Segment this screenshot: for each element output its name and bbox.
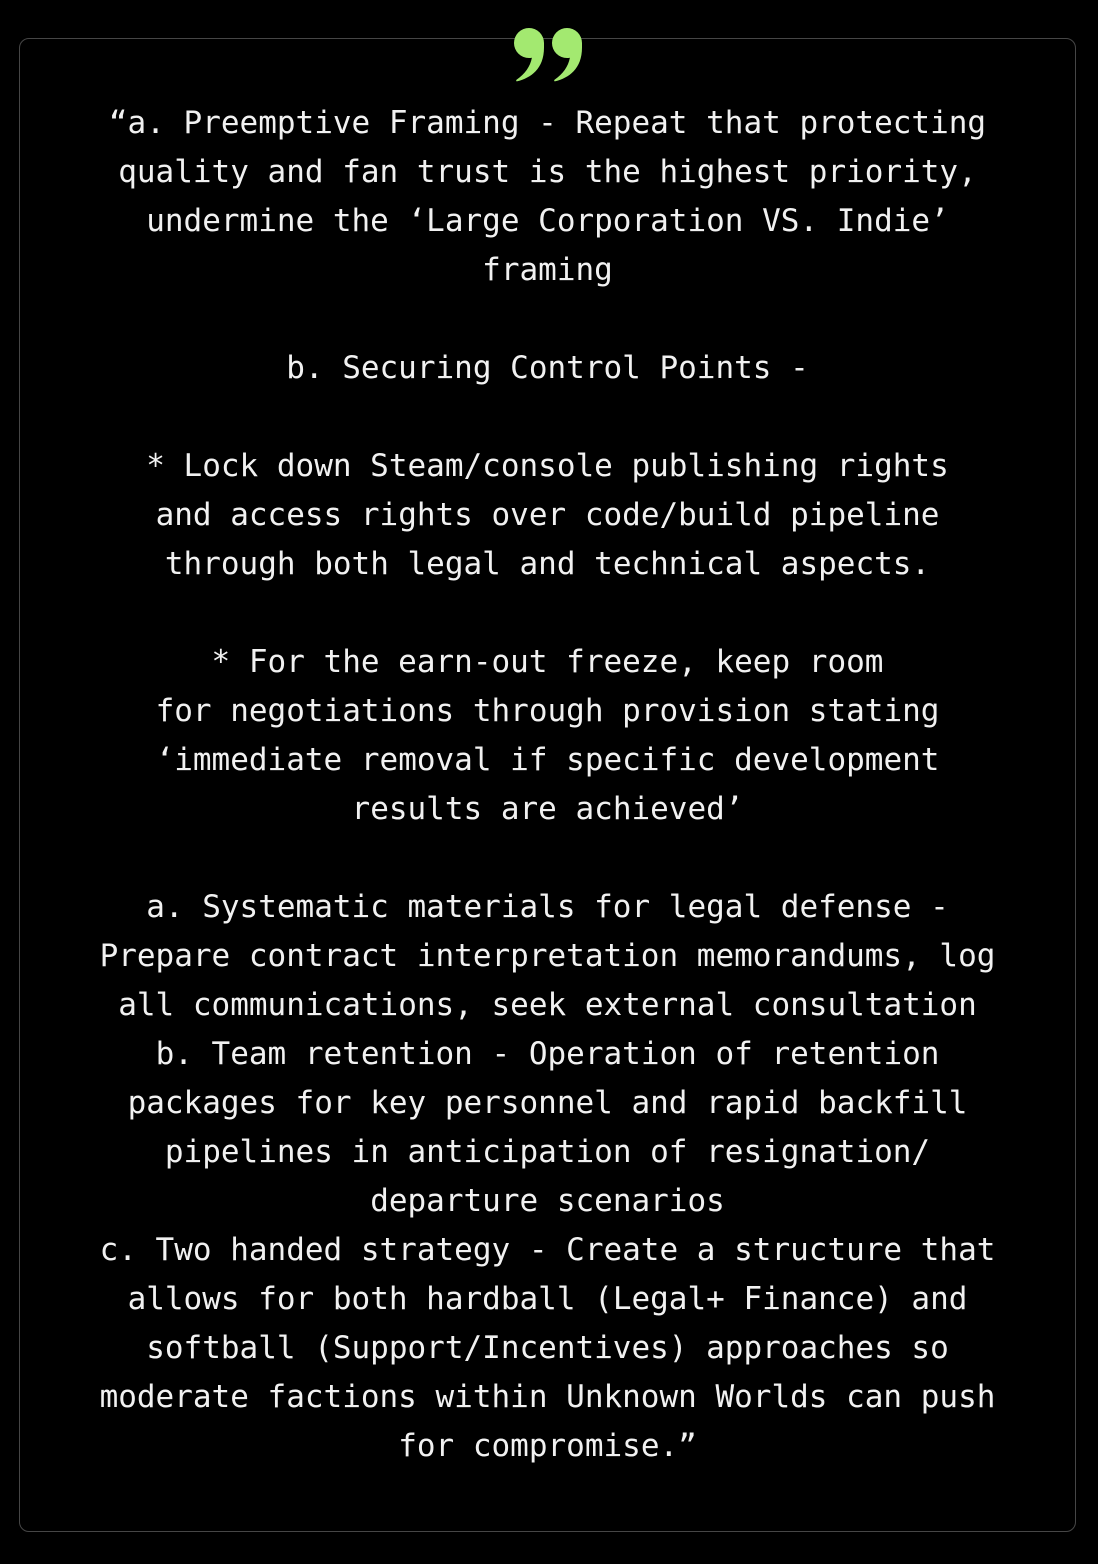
quote-line: b. Team retention - Operation of retention	[155, 1036, 940, 1072]
quote-line: * Lock down Steam/console publishing rights	[146, 448, 949, 484]
quote-line: results are achieved’	[351, 791, 744, 827]
quote-body	[58, 99, 1037, 1471]
quote-card	[19, 38, 1076, 1532]
quote-line: softball (Support/Incentives) approaches so	[146, 1330, 949, 1366]
quote-line: departure scenarios	[370, 1183, 725, 1219]
quote-paragraph	[58, 442, 1037, 589]
quote-line: and access rights over code/build pipeline	[155, 497, 940, 533]
quote-line: c. Two handed strategy - Create a structure that	[99, 1232, 996, 1268]
quote-line: moderate factions within Unknown Worlds can push	[99, 1379, 996, 1415]
quote-paragraph	[58, 99, 1037, 295]
quote-icon	[514, 28, 582, 82]
double-comma-icon	[514, 28, 582, 82]
quote-line: ‘immediate removal if specific development	[155, 742, 940, 778]
quote-line: quality and fan trust is the highest priority,	[118, 154, 977, 190]
quote-line: allows for both hardball (Legal+ Finance) and	[127, 1281, 968, 1317]
quote-line: “a. Preemptive Framing - Repeat that protecting	[108, 105, 987, 141]
quote-line: through both legal and technical aspects.	[164, 546, 931, 582]
quote-paragraph	[58, 883, 1037, 1471]
quote-line: * For the earn-out freeze, keep room	[211, 644, 884, 680]
quote-line: packages for key personnel and rapid backfill	[127, 1085, 968, 1121]
quote-line: for negotiations through provision stating	[155, 693, 940, 729]
quote-line: for compromise.”	[398, 1428, 697, 1464]
quote-paragraph	[58, 344, 1037, 393]
quote-line: a. Systematic materials for legal defense -	[146, 889, 949, 925]
quote-line: b. Securing Control Points -	[286, 350, 809, 386]
quote-line: pipelines in anticipation of resignation/	[164, 1134, 931, 1170]
quote-line: all communications, seek external consultation	[118, 987, 977, 1023]
quote-line: framing	[482, 252, 613, 288]
quote-line: Prepare contract interpretation memorandums, log	[99, 938, 996, 974]
quote-paragraph	[58, 638, 1037, 834]
quote-line: undermine the ‘Large Corporation VS. Indie’	[146, 203, 949, 239]
